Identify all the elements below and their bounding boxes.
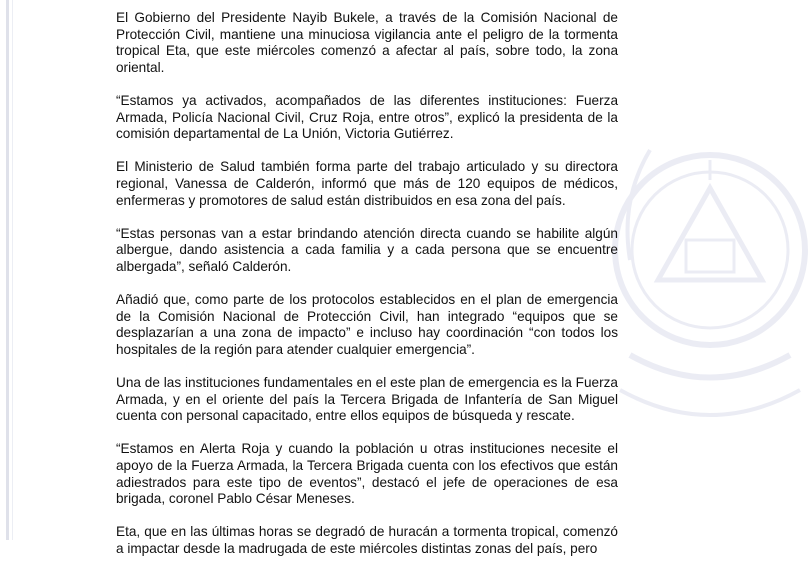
page-border-inner	[12, 0, 13, 540]
paragraph-5: Añadió que, como parte de los protocolos establecidos en el plan de emergencia de la Comisión Nacional de Protección Civil, han integrado “equipos que se desplazarían a una zona de impacto” e incluso hay coordinación “con todos los hospitales de la región para atender cualquier emergencia”.	[116, 292, 618, 357]
page-border	[6, 0, 9, 540]
paragraph-8: Eta, que en las últimas horas se degradó de huracán a tormenta tropical, comenzó a impactar desde la madrugada de este miércoles distintas zonas del país, pero	[116, 524, 618, 556]
paragraph-2: “Estamos ya activados, acompañados de las diferentes instituciones: Fuerza Armada, Policía Nacional Civil, Cruz Roja, entre otros”, explicó la presidenta de la comisión departamental de La Unión, Victoria Gutiérrez.	[116, 92, 618, 142]
national-seal-icon	[590, 140, 810, 470]
paragraph-3: El Ministerio de Salud también forma parte del trabajo articulado y su directora regional, Vanessa de Calderón, informó que más de 120 equipos de médicos, enfermeras y promotores de salud están distribuidos en esa zona del país.	[116, 159, 618, 208]
paragraph-1: El Gobierno del Presidente Nayib Bukele, a través de la Comisión Nacional de Protección Civil, mantiene una minuciosa vigilancia ante el peligro de la tormenta tropical Eta, que este miércoles comenzó a afectar al país, sobre todo, la zona oriental.	[116, 10, 618, 75]
paragraph-7: “Estamos en Alerta Roja y cuando la población u otras instituciones necesite el apoyo de la Fuerza Armada, la Tercera Brigada cuenta con los efectivos que están adiestrados para este tipo de eventos”, destacó el jefe de operaciones de esa brigada, coronel Pablo César Meneses.	[116, 441, 618, 507]
paragraph-4: “Estas personas van a estar brindando atención directa cuando se habilite algún albergue, dando asistencia a cada familia y a cada persona que se encuentre albergada”, señaló Calderón.	[116, 225, 618, 274]
paragraph-6: Una de las instituciones fundamentales en el este plan de emergencia es la Fuerza Armada, y en el oriente del país la Tercera Brigada de Infantería de San Miguel cuenta con personal capacitado, entre ellos equipos de búsqueda y rescate.	[116, 375, 618, 424]
document-body	[116, 10, 618, 574]
